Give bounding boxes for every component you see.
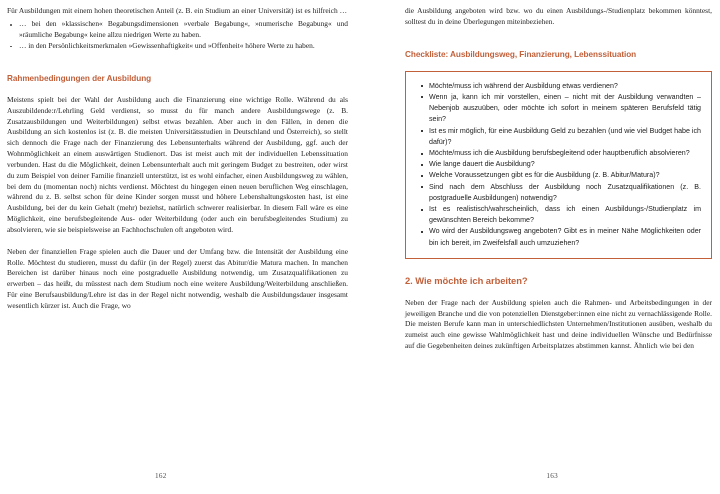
spacer (405, 59, 712, 71)
body-paragraph: Neben der finanziellen Frage spielen auch die Dauer und der Umfang bzw. die Intensität der Ausbildung eine Rolle. Möchtest du studieren, musst du dafür (in der Regel) zuerst das Abitur/die Matura machen. In manchen Bereichen ist darüber hinaus noch eine postgraduelle Ausbildung notwendig, um Zusatzqualifikationen zu erwerben – das heißt, du müsstest nach dem Studium noch eine weitere Ausbildung/Weiterbildung anschließen. Für eine Berufsausbildung/Lehre ist das in der Regel nicht notwendig, weshalb die Ausbildungsdauer insgesamt wesentlich kürzer ist. Auch die Frage, wo (7, 246, 348, 310)
spacer (405, 286, 712, 298)
section-heading-wie-moechte-ich-arbeiten: 2. Wie möchte ich arbeiten? (405, 274, 528, 286)
section-heading-rahmenbedingungen: Rahmenbedingungen der Ausbildung (7, 73, 152, 83)
checklist-item: Wenn ja, kann ich mir vorstellen, einen – nicht mit der Ausbildung verwandten – Nebenjob auszuüben, oder möchte ich sofort in meinem späteren Berufsfeld tätig sein? (418, 92, 701, 126)
spacer (7, 83, 348, 95)
continuation-paragraph: die Ausbildung angeboten wird bzw. wo du einen Ausbildungs-/Studienplatz bekommen könntest, solltest du in deine Überlegungen miteinbeziehen. (405, 6, 712, 26)
checklist-item: Wie lange dauert die Ausbildung? (418, 159, 701, 170)
page-number-right: 163 (546, 472, 558, 480)
intro-paragraph: Für Ausbildungen mit einem hohen theoretischen Anteil (z. B. ein Studium an einer Universität) ist es hilfreich … (7, 6, 348, 15)
spacer (405, 28, 712, 50)
checklist-box (405, 71, 712, 259)
page-number-left: 162 (155, 472, 167, 480)
checklist-item: Ist es realistisch/wahrscheinlich, dass ich einen Ausbildungs-/Studienplatz im gewünschten Bereich bekomme? (418, 204, 701, 226)
page-right (360, 0, 720, 494)
checklist-heading: Checkliste: Ausbildungsweg, Finanzierung, Lebenssituation (405, 49, 637, 59)
list-item: … bei den »klassischen« Begabungsdimensionen »verbale Begabung«, »numerische Begabung« und »räumliche Begabung« keine allzu niedrigen Werte zu haben. (7, 19, 348, 41)
checklist-item: Möchte/muss ich während der Ausbildung etwas verdienen? (418, 81, 701, 92)
body-paragraph: Neben der Frage nach der Ausbildung spielen auch die Rahmen- und Arbeitsbedingungen in der jeweiligen Branche und die von potenziellen Dienstgeber:innen eine nicht zu vernachlässigende Rolle. Die meisten Berufe kann man in unterschiedlichsten Unternehmen/Institutionen ausüben, weshalb du zumeist auch eine gewisse Wahlmöglichkeit hast und deine individuellen Wünsche und Bedürfnisse auf die Gegebenheiten deines zukünftigen Arbeitsplatzes abstimmen kannst. Ähnlich wie bei den (405, 297, 712, 351)
body-paragraph: Meistens spielt bei der Wahl der Ausbildung auch die Finanzierung eine wichtige Rolle. Während du als Auszubildende:r/Lehrling Geld verdienst, so musst du für manch andere Ausbildungswege (z. B. Zusatzausbildungen und Weiterbildungen) selbst etwas bezahlen. Aber auch in den Fällen, in denen die Ausbildung an sich kostenlos ist (z. B. die meisten Universitätsstudien in Deutschland und Österreich), so stellt sich dennoch die Frage nach der Finanzierung des Lebensunterhalts während der Ausbildung, ggf. auch der Wohnmöglichkeit an einem auswärtigen Studienort. Das ist meist auch mit der individuellen Lebenssituation verbunden. Hast du die Möglichkeit, deinen Lebensunterhalt auch mit geringem Budget zu bestreiten, oder wirst du zum Beispiel von deiner Familie finanziell unterstützt, ist es wohl einfacher, einen Ausbildungsweg zu wählen, bei dem du (momentan noch) nichts verdienst. Möchtest du hingegen einen neuen beruflichen Weg einschlagen, während du z. B. selbst schon für deine Kinder sorgen musst und höhere Lebenshaltungskosten hast, ist eine Ausbildung, bei der du kein Gehalt (mehr) beziehst, natürlich schwerer realisierbar. In diesem Fall wäre es eine Möglichkeit, eine berufsbegleitende Aus- oder Weiterbildung (oder auch ein berufsbegleitendes Studium) zu absolvieren, wie sie beispielsweise an Fachhochschulen oft angeboten wird. (7, 94, 348, 234)
list-item: … in den Persönlichkeitsmerkmalen »Gewissenhaftigkeit« und »Offenheit« höhere Werte zu haben. (7, 41, 348, 52)
spacer (7, 52, 348, 74)
checklist-items (418, 81, 701, 249)
spacer (405, 259, 712, 275)
checklist-item: Sind nach dem Abschluss der Ausbildung noch Zusatzqualifikationen (z. B. postgraduelle Ausbildungen) notwendig? (418, 182, 701, 204)
checklist-item: Möchte/muss ich die Ausbildung berufsbegleitend oder hauptberuflich absolvieren? (418, 148, 701, 159)
checklist-item: Welche Voraussetzungen gibt es für die Ausbildung (z. B. Abitur/Matura)? (418, 170, 701, 181)
intro-bullet-list (7, 19, 348, 52)
checklist-item: Ist es mir möglich, für eine Ausbildung Geld zu bezahlen (und wie viel Budget habe ich dafür)? (418, 126, 701, 148)
checklist-item: Wo wird der Ausbildungsweg angeboten? Gibt es in meiner Nähe Möglichkeiten oder bin ich bereit, im Zweifelsfall auch umzuziehen? (418, 226, 701, 248)
